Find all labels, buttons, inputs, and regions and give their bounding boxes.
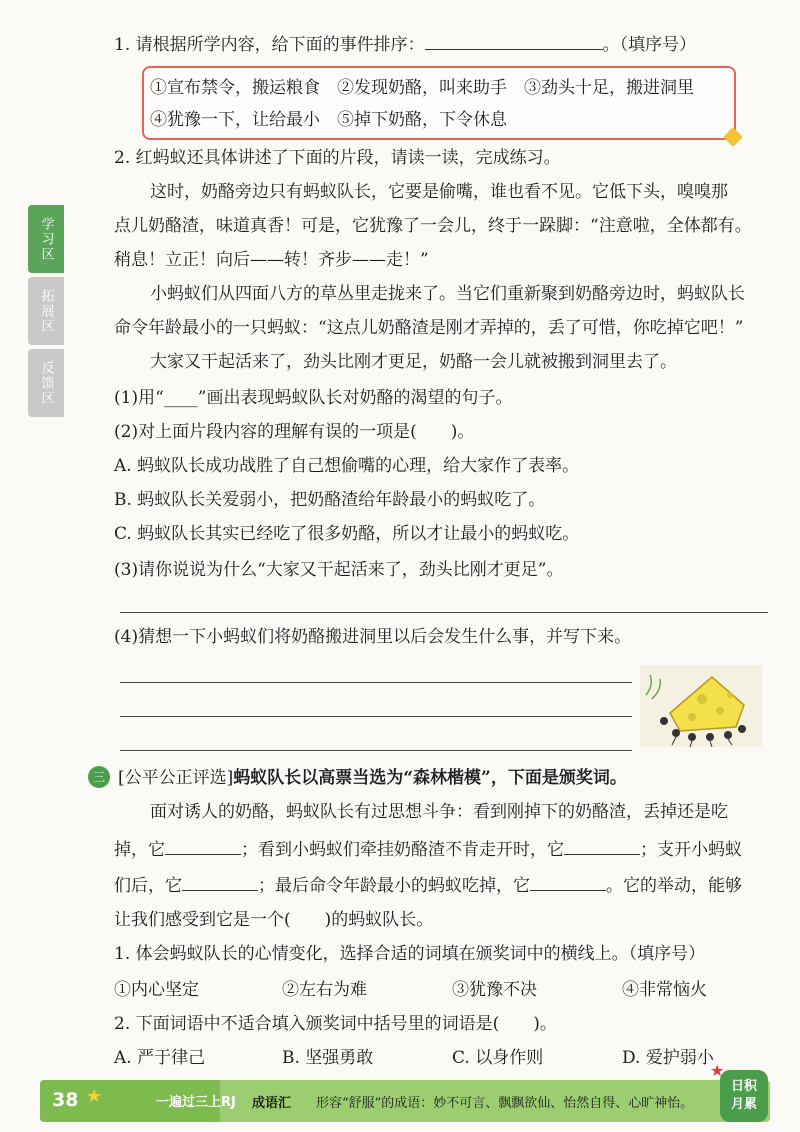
q2-sub1: (1)用“____”画出表现蚂蚁队长对奶酪的渴望的句子。 [114, 388, 513, 408]
daily-accumulation-badge: ★ 日积 月累 [720, 1070, 768, 1122]
q1-answer-blank[interactable] [425, 31, 603, 50]
section3-q1-option[interactable]: ③犹豫不决 [452, 980, 537, 1000]
section3-tag: [公平公正评选] [118, 768, 234, 788]
star-mascot-icon: ★ [86, 1086, 103, 1107]
section3-q2-option[interactable]: B. 坚强勇敢 [282, 1048, 374, 1068]
page-footer [40, 1061, 770, 1122]
q2-intro: 2. 红蚂蚁还具体讲述了下面的片段，请读一读，完成练习。 [114, 148, 561, 168]
section3-q2-option[interactable]: D. 爱护弱小 [622, 1048, 714, 1068]
q2-option-c[interactable]: C. 蚂蚁队长其实已经吃了很多奶酪，所以才让最小的蚂蚁吃。 [114, 524, 580, 544]
answer-line[interactable] [120, 750, 632, 751]
section3-q2-option[interactable]: A. 严于律己 [114, 1048, 206, 1068]
q1-options-row1: ①宣布禁令，搬运粮食 ②发现奶酪，叫来助手 ③劲头十足，搬进洞里 [150, 78, 694, 98]
q1-prompt: 1. 请根据所学内容，给下面的事件排序： 。（填序号） [114, 31, 696, 57]
section3-para-line: 让我们感受到它是一个( )的蚂蚁队长。 [114, 910, 434, 930]
section3-para-line: 们后，它 ；最后命令年龄最小的蚂蚁吃掉，它 。它的举动，能够 [114, 872, 742, 898]
section3-title: 蚂蚁队长以高票当选为“森林楷模”，下面是颁奖词。 [233, 768, 627, 788]
footer-section-title: 成语汇 [252, 1096, 292, 1111]
tab-extension-area[interactable]: 拓展区 [28, 277, 64, 345]
section3-q1-option[interactable]: ①内心坚定 [114, 980, 199, 1000]
section3-para-line: 掉，它 ；看到小蚂蚁们牵挂奶酪渣不肯走开时，它 ；支开小蚂蚁 [114, 836, 742, 862]
answer-line[interactable] [120, 716, 632, 717]
q2-sub2: (2)对上面片段内容的理解有误的一项是( )。 [114, 422, 475, 442]
section3-heading [118, 766, 627, 790]
section3-q2-option[interactable]: C. 以身作则 [452, 1048, 544, 1068]
section3-q1-option[interactable]: ②左右为难 [282, 980, 367, 1000]
page-number: 38 [52, 1089, 79, 1111]
section3-q2: 2. 下面词语中不适合填入颁奖词中括号里的词语是( )。 [114, 1014, 557, 1034]
q2-sub4: (4)猜想一下小蚂蚁们将奶酪搬进洞里以后会发生什么事，并写下来。 [114, 627, 632, 647]
q2-passage-line: 小蚂蚁们从四面八方的草丛里走拢来了。当它们重新聚到奶酪旁边时，蚂蚁队长 [150, 284, 745, 304]
footer-brand: 一遍过三上RJ [156, 1095, 236, 1110]
fill-blank[interactable] [165, 836, 241, 855]
side-tabs [28, 205, 64, 421]
section3-para-line: 面对诱人的奶酪，蚂蚁队长有过思想斗争：看到刚掉下的奶酪渣，丢掉还是吃 [150, 802, 728, 822]
star-icon: ★ [710, 1061, 725, 1080]
ants-carrying-cheese-illustration [640, 665, 762, 747]
section3-q1-option[interactable]: ④非常恼火 [622, 980, 707, 1000]
section-three-icon: 三 [88, 766, 110, 788]
fill-blank[interactable] [530, 872, 606, 891]
fill-blank[interactable] [564, 836, 640, 855]
q2-passage-line: 点儿奶酪渣，味道真香！可是，它犹豫了一会儿，终于一跺脚：“注意啦，全体都有。 [114, 216, 752, 236]
answer-line[interactable] [120, 612, 768, 613]
q1-options-row2: ④犹豫一下，让给最小 ⑤掉下奶酪，下令休息 [150, 110, 507, 130]
tab-study-area[interactable]: 学习区 [28, 205, 64, 273]
answer-line[interactable] [120, 682, 632, 683]
tab-feedback-area[interactable]: 反馈区 [28, 349, 64, 417]
q1-options-box [142, 66, 736, 140]
q2-passage-line: 这时，奶酪旁边只有蚂蚁队长，它要是偷嘴，谁也看不见。它低下头，嗅嗅那 [150, 182, 728, 202]
fill-blank[interactable] [182, 872, 258, 891]
q2-option-b[interactable]: B. 蚂蚁队长关爱弱小，把奶酪渣给年龄最小的蚂蚁吃了。 [114, 490, 546, 510]
pencil-icon [723, 127, 743, 147]
q2-option-a[interactable]: A. 蚂蚁队长成功战胜了自己想偷嘴的心理，给大家作了表率。 [114, 456, 580, 476]
footer-idioms-text: 形容“舒服”的成语：妙不可言、飘飘欲仙、怡然自得、心旷神怡。 [316, 1096, 694, 1111]
q2-sub3: (3)请你说说为什么“大家又干起活来了，劲头比刚才更足”。 [114, 560, 564, 580]
q2-passage-line: 命令年龄最小的一只蚂蚁：“这点儿奶酪渣是刚才弄掉的，丢了可惜，你吃掉它吧！” [114, 318, 744, 338]
q2-passage-line: 大家又干起活来了，劲头比刚才更足，奶酪一会儿就被搬到洞里去了。 [150, 352, 677, 372]
q2-passage-line: 稍息！立正！向后——转！齐步——走！” [114, 250, 429, 270]
section3-q1: 1. 体会蚂蚁队长的心情变化，选择合适的词填在颁奖词中的横线上。（填序号） [114, 944, 706, 964]
